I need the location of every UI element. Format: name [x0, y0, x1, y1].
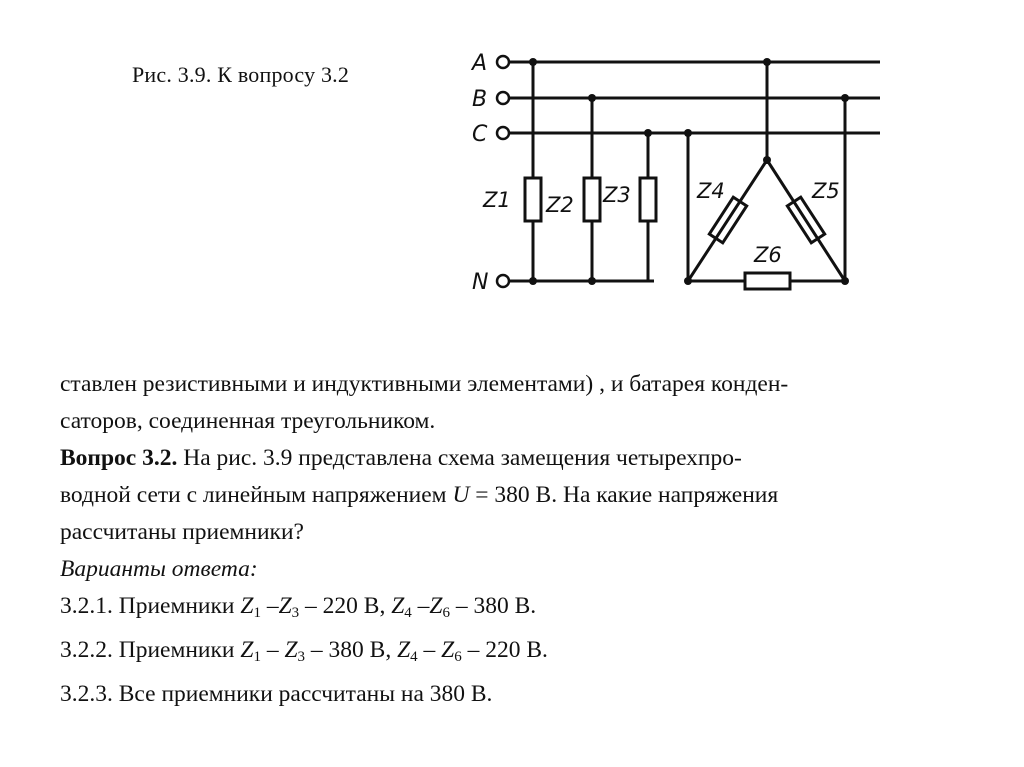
answer-text: – — [260, 637, 285, 663]
answer-text: – 380 В, — [305, 637, 398, 663]
label-n: N — [472, 270, 489, 295]
answer-text: – — [417, 637, 442, 663]
z-index: 1 — [253, 649, 261, 665]
label-b: B — [472, 87, 488, 112]
answer-number: 3.2.2. — [60, 637, 113, 663]
answer-option-1 — [60, 588, 1010, 632]
answer-text: – 220 В. — [461, 637, 548, 663]
text-line-2: саторов, соединенная треугольником. — [60, 408, 436, 434]
resistor-z3 — [640, 178, 656, 221]
label-z6: Z6 — [754, 243, 782, 267]
z-index: 3 — [297, 649, 306, 665]
answer-text: – — [260, 593, 279, 619]
z-index: 6 — [454, 649, 462, 665]
question-label: Вопрос 3.2. — [60, 445, 178, 471]
answer-text: – 220 В, — [299, 593, 392, 619]
figure-caption: Рис. 3.9. К вопросу 3.2 — [132, 62, 350, 87]
z-symbol: Z — [240, 637, 254, 663]
label-z2: Z2 — [546, 193, 574, 217]
label-a: A — [472, 51, 488, 76]
z-index: 6 — [442, 605, 450, 621]
answer-text: Приемники — [112, 637, 241, 663]
terminal-b — [497, 92, 509, 104]
z-symbol: Z — [441, 637, 455, 663]
z-symbol: Z — [278, 593, 292, 619]
answer-text: – 380 В. — [450, 593, 537, 619]
z-symbol: Z — [429, 593, 443, 619]
answer-option-2 — [60, 632, 1010, 676]
resistor-z6 — [745, 273, 790, 289]
question-text-1: На рис. 3.9 представлена схема замещения четырехпро- — [177, 445, 742, 471]
question-line-3: рассчитаны приемники? — [60, 519, 304, 545]
answers-title: Варианты ответа: — [60, 556, 258, 582]
z-index: 1 — [253, 605, 261, 621]
question-text-2b: = 380 В. На какие напряжения — [469, 482, 779, 508]
terminal-a — [497, 56, 509, 68]
terminal-n — [497, 275, 509, 287]
circuit-diagram — [0, 0, 1024, 340]
resistor-z2 — [584, 178, 600, 221]
z-symbol: Z — [391, 593, 405, 619]
label-z5: Z5 — [812, 179, 840, 203]
label-z3: Z3 — [603, 183, 631, 207]
answer-number: 3.2.1. — [60, 593, 113, 619]
answer-option-3: 3.2.3. Все приемники рассчитаны на 380 В. — [60, 681, 493, 707]
answer-text: – — [411, 593, 430, 619]
label-z1: Z1 — [483, 188, 511, 212]
question-line-2 — [60, 477, 1010, 514]
document-body — [60, 366, 1010, 713]
text-line-1: ставлен резистивными и индуктивными элементами) , и батарея конден- — [60, 371, 789, 397]
z-index: 3 — [291, 605, 300, 621]
z-index: 4 — [404, 605, 412, 621]
z-symbol: Z — [240, 593, 254, 619]
terminal-c — [497, 127, 509, 139]
label-z4: Z4 — [697, 179, 725, 203]
z-symbol: Z — [397, 637, 411, 663]
resistor-z1 — [525, 178, 541, 221]
question-line-1 — [60, 440, 1010, 477]
voltage-symbol: U — [452, 482, 470, 508]
z-symbol: Z — [284, 637, 298, 663]
label-c: C — [472, 122, 488, 147]
question-text-2a: водной сети с линейным напряжением — [60, 482, 453, 508]
z-index: 4 — [410, 649, 418, 665]
answer-text: Приемники — [112, 593, 241, 619]
